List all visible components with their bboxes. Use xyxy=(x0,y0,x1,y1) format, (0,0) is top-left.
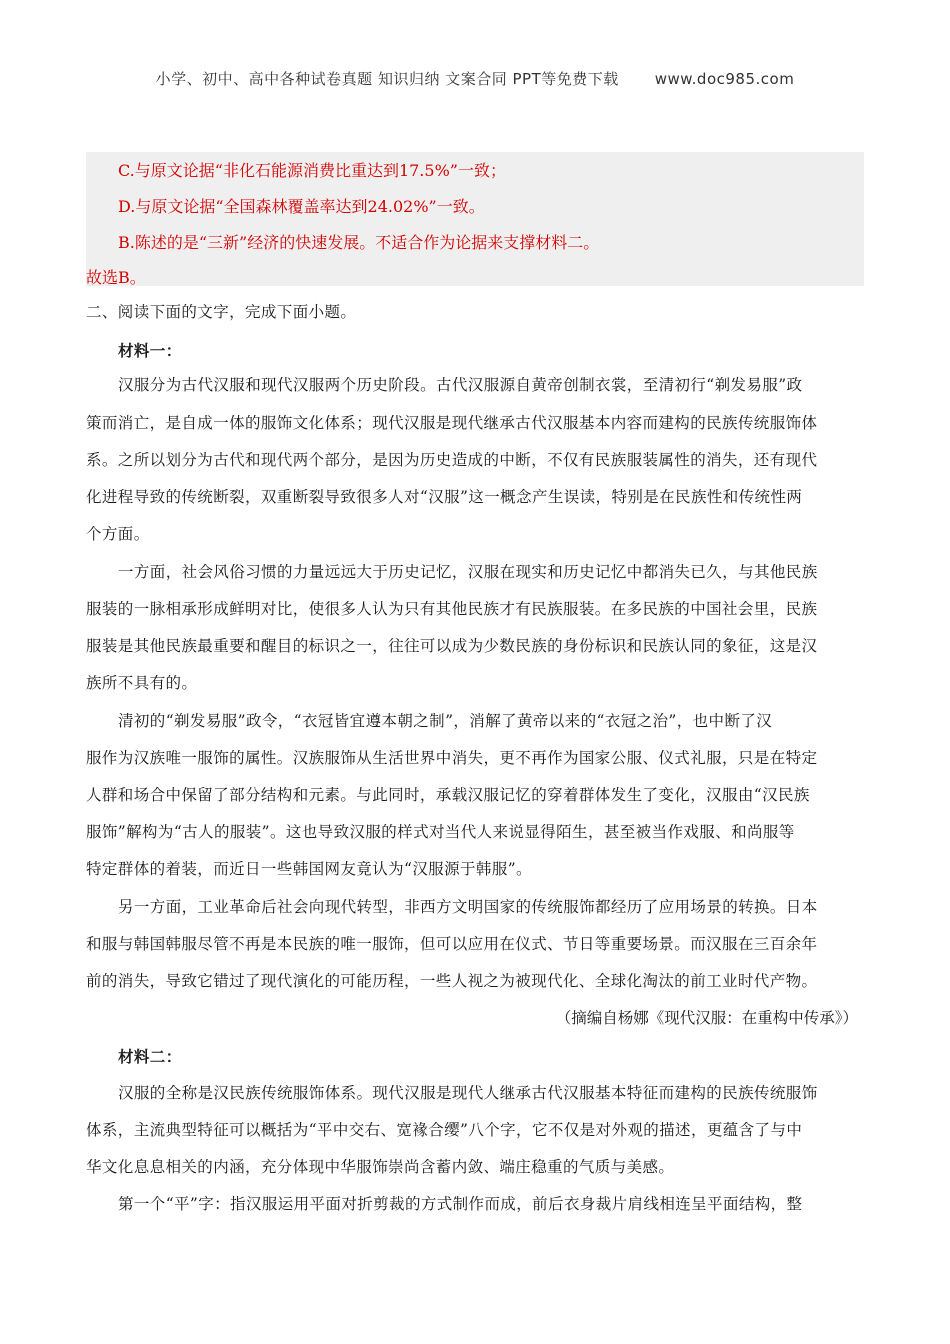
m1-line: 化进程导致的传统断裂，双重断裂导致很多人对“汉服”这一概念产生误读，特别是在民族性和传统性两 xyxy=(86,488,803,506)
m1-line: 系。之所以划分为古代和现代两个部分，是因为历史造成的中断，不仅有民族服装属性的消失，还有现代 xyxy=(86,451,818,469)
m1-line: 和服与韩国韩服尽管不再是本民族的唯一服饰，但可以应用在仪式、节日等重要场景。而汉服在三百余年 xyxy=(86,935,818,953)
m2-line: 体系，主流典型特征可以概括为“平中交右、宽褖合缨”八个字，它不仅是对外观的描述，更蕴含了与中 xyxy=(86,1121,803,1139)
m1-line: 服饰”解构为“古人的服装”。这也导致汉服的样式对当代人来说显得陌生，甚至被当作戏服、和尚服等 xyxy=(86,823,795,841)
answer-conclusion: 故选B。 xyxy=(86,268,146,287)
m1-line: 一方面，社会风俗习惯的力量远远大于历史记忆，汉服在现实和历史记忆中都消失已久，与其他民族 xyxy=(118,563,818,581)
m1-line: 服装是其他民族最重要和醒目的标识之一，往往可以成为少数民族的身份标识和民族认同的象征，这是汉 xyxy=(86,637,818,655)
m1-line: 人群和场合中保留了部分结构和元素。与此同时，承载汉服记忆的穿着群体发生了变化，汉服由“汉民族 xyxy=(86,786,810,804)
m1-line: 汉服分为古代汉服和现代汉服两个历史阶段。古代汉服源自黄帝创制衣裳，至清初行“剃发易服”政 xyxy=(118,376,803,394)
m1-line: 族所不具有的。 xyxy=(86,674,198,692)
material1-label: 材料一： xyxy=(118,341,182,360)
header-text: 小学、初中、高中各种试卷真题 知识归纳 文案合同 PPT等免费下载 xyxy=(155,70,619,88)
m2-line: 华文化息息相关的内涵，充分体现中华服饰崇尚含蓄内敛、端庄稳重的气质与美感。 xyxy=(86,1158,675,1176)
header-url[interactable]: www.doc985.com xyxy=(654,70,795,88)
m1-line: 特定群体的着装，而近日一些韩国网友竟认为“汉服源于韩服”。 xyxy=(86,860,532,878)
answer-line-c: C.与原文论据“非化石能源消费比重达到17.5%”一致； xyxy=(118,161,506,180)
m1-line: 服作为汉族唯一服饰的属性。汉族服饰从生活世界中消失，更不再作为国家公服、仪式礼服，只是在特定 xyxy=(86,749,818,767)
m2-line: 第一个“平”字：指汉服运用平面对折剪裁的方式制作而成，前后衣身裁片肩线相连呈平面结构，整 xyxy=(118,1195,803,1213)
material1-source: （摘编自杨娜《现代汉服：在重构中传承》） xyxy=(555,1009,858,1027)
page-header xyxy=(0,68,950,89)
m1-line: 服装的一脉相承形成鲜明对比，使很多人认为只有其他民族才有民族服装。在多民族的中国社会里，民族 xyxy=(86,600,818,618)
m1-line: 个方面。 xyxy=(86,525,150,543)
m2-line: 汉服的全称是汉民族传统服饰体系。现代汉服是现代人继承古代汉服基本特征而建构的民族传统服饰 xyxy=(118,1084,818,1102)
m1-line: 另一方面，工业革命后社会向现代转型，非西方文明国家的传统服饰都经历了应用场景的转换。日本 xyxy=(118,898,818,916)
section-title: 二、阅读下面的文字，完成下面小题。 xyxy=(86,303,357,321)
material2-label: 材料二： xyxy=(118,1047,182,1066)
answer-line-d: D.与原文论据“全国森林覆盖率达到24.02%”一致。 xyxy=(118,197,485,216)
m1-line: 策而消亡，是自成一体的服饰文化体系；现代汉服是现代继承古代汉服基本内容而建构的民族传统服饰体 xyxy=(86,414,818,432)
m1-line: 清初的“剃发易服”政令，“衣冠皆宜遵本朝之制”，消解了黄帝以来的“衣冠之治”，也中断了汉 xyxy=(118,712,773,730)
answer-line-b: B.陈述的是“三新”经济的快速发展。不适合作为论据来支撑材料二。 xyxy=(118,233,600,252)
answer-explanation-box xyxy=(86,152,864,286)
m1-line: 前的消失，导致它错过了现代演化的可能历程，一些人视之为被现代化、全球化淘汰的前工业时代产物。 xyxy=(86,972,818,990)
